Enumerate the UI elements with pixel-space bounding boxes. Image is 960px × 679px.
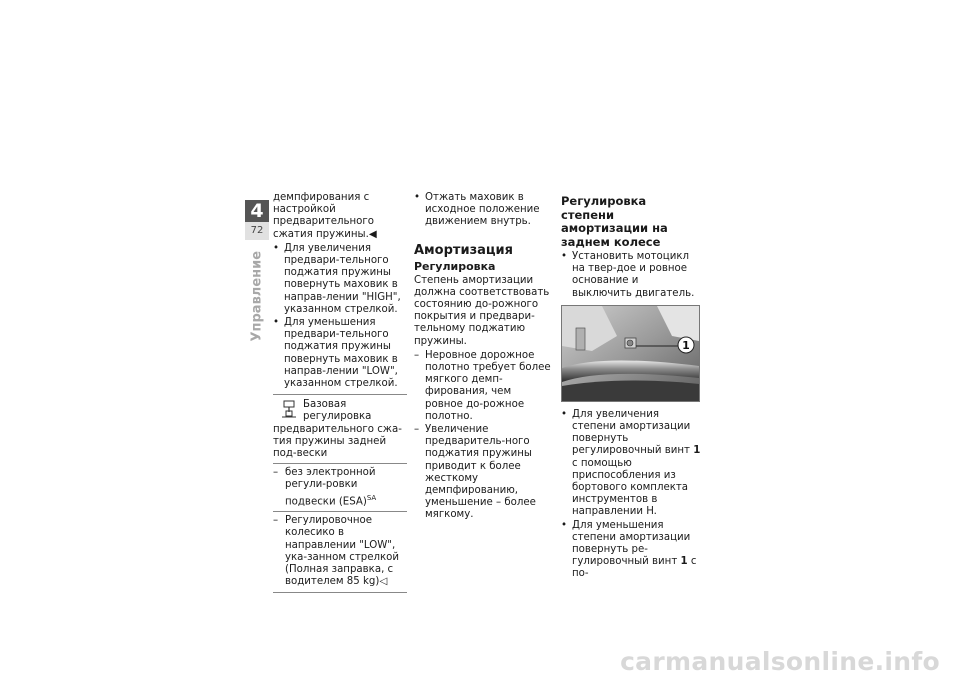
dash-marker: – bbox=[414, 424, 420, 436]
sa-mark: SA bbox=[366, 493, 377, 502]
divider bbox=[273, 463, 407, 464]
column-2 bbox=[414, 192, 552, 523]
list-item: – Неровное дорожное полотно требует более мягкого демп-фирования, чем ровное до-рожное полотно. bbox=[414, 349, 551, 422]
bullet-marker: • bbox=[561, 519, 568, 531]
bullet-marker: • bbox=[561, 251, 568, 262]
bullet-marker: • bbox=[414, 192, 421, 203]
list-item: • Отжать маховик в исходное положение движением внутрь. bbox=[414, 192, 540, 228]
bullet-marker: • bbox=[561, 408, 568, 420]
list-item: • Для увеличения степени амортизации повернуть регулировочный винт 1 с помощью приспособления из бортового комплекта инструментов в направлении H. bbox=[561, 408, 701, 518]
equipment-box bbox=[273, 394, 407, 593]
section-heading: Амортизация bbox=[414, 242, 513, 258]
chapter-tab bbox=[245, 200, 269, 240]
chapter-number: 4 bbox=[245, 200, 269, 222]
bullet-marker: • bbox=[273, 317, 280, 329]
column-3 bbox=[561, 192, 701, 582]
watermark: carmanualsonline.info bbox=[620, 647, 940, 676]
divider bbox=[273, 511, 407, 512]
paragraph: Степень амортизации должна соответствовать состоянию до-рожного покрытия и предвари-тельному поджатию пружины. bbox=[414, 274, 550, 347]
rear-shock-illustration bbox=[562, 306, 699, 401]
list-item: • Для уменьшения предвари-тельного поджатия пружины повернуть маховик в направ-лении "LOW", указанном стрелкой. bbox=[273, 317, 398, 390]
list-item: • Установить мотоцикл на твер-дое и ровное основание и выключить двигатель. bbox=[561, 251, 695, 299]
list-item: – Увеличение предваритель-ного поджатия пружины приводит к более жесткому демпфированию, уменьшение – более мягкому. bbox=[414, 424, 536, 521]
page-number: 72 bbox=[245, 222, 269, 240]
dash-marker: – bbox=[414, 349, 420, 361]
dash-marker: – bbox=[273, 515, 279, 527]
box-heading: Базовая регулировка предварительного сжа-тия пружины задней под-вески bbox=[273, 399, 402, 460]
rear-shock-photo bbox=[561, 305, 700, 402]
subsection-heading: Регулировка bbox=[414, 259, 496, 273]
list-item: – без электронной регули-ровки подвески (ESA)$^{SA}$ bbox=[273, 467, 377, 508]
intro-text: демпфирования с настройкой предварительного сжатия пружины.◀ bbox=[273, 192, 377, 240]
bullet-marker: • bbox=[273, 242, 280, 254]
subsection-heading: Регулировка степени амортизации на заднем колесе bbox=[561, 194, 668, 249]
list-item: – Регулировочное колесико в направлении "LOW", ука-занном стрелкой (Полная заправка, с водителем 85 kg)◁ bbox=[273, 515, 400, 588]
column-1 bbox=[273, 192, 407, 593]
section-label-container bbox=[245, 250, 269, 342]
section-label: Управление bbox=[249, 250, 265, 342]
equipment-icon bbox=[281, 400, 297, 418]
list-item: • Для увеличения предвари-тельного поджатия пружины повернуть маховик в направ-лении "HIGH", указанном стрелкой. bbox=[273, 242, 401, 315]
list-item: • Для уменьшения степени амортизации повернуть ре-гулировочный винт 1 с по- bbox=[561, 519, 697, 580]
photo-callout: 1 bbox=[682, 338, 690, 352]
dash-marker: – bbox=[273, 467, 279, 479]
